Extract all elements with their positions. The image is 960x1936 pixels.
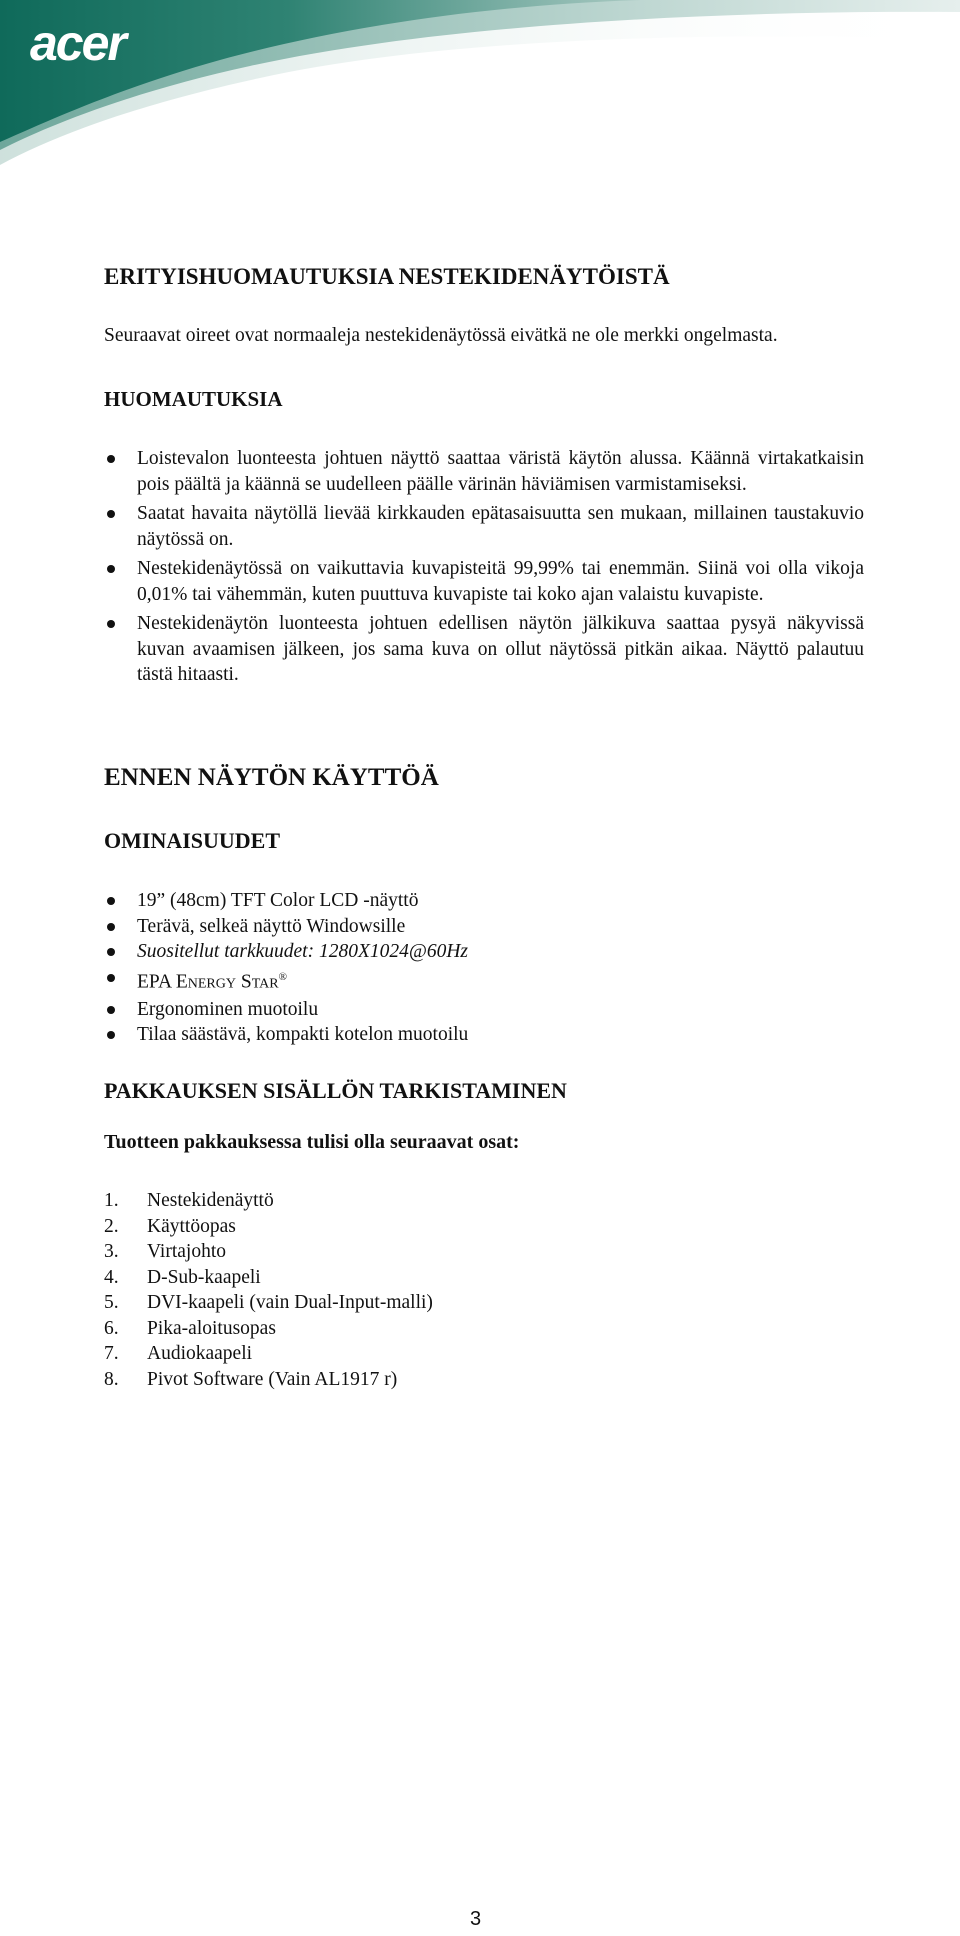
list-item: Loistevalon luonteesta johtuen näyttö saattaa väristä käytön alussa. Käännä virtakatkaisin pois päältä ja käännä se uudelleen päälle värinän häviämisen varmistamiseksi. <box>104 446 864 497</box>
before-use-title: ENNEN NÄYTÖN KÄYTTÖÄ <box>104 764 439 791</box>
list-item: 2. Käyttöopas <box>104 1215 236 1237</box>
bullet-icon <box>107 974 115 982</box>
list-item: 3. Virtajohto <box>104 1241 226 1262</box>
list-item: Ergonominen muotoilu <box>104 997 864 1023</box>
list-item: 7. Audiokaapeli <box>104 1343 253 1364</box>
header-banner <box>0 0 960 170</box>
list-item: 1. Nestekidenäyttö <box>104 1190 274 1211</box>
bullet-icon <box>107 510 115 518</box>
bullet-icon <box>107 897 115 905</box>
bullet-icon <box>107 923 115 931</box>
notes-subtitle: HUOMAUTUKSIA <box>104 387 283 411</box>
list-item: Suositellut tarkkuudet: 1280X1024@60Hz <box>104 939 864 965</box>
list-item: Tilaa säästävä, kompakti kotelon muotoilu <box>104 1022 864 1048</box>
list-item: 8. Pivot Software (Vain AL1917 r) <box>104 1368 398 1390</box>
bullet-icon <box>107 565 115 573</box>
list-item: Nestekidenäytön luonteesta johtuen edellisen näytön jälkikuva saattaa pysyä näkyvissä kuvan avaamisen jälkeen, jos sama kuva on ollut näytössä pitkän aikaa. Näyttö palautuu tästä hitaasti. <box>104 611 864 688</box>
notes-section-title: ERITYISHUOMAUTUKSIA NESTEKIDENÄYTÖISTÄ <box>104 264 670 289</box>
features-list <box>104 888 864 1048</box>
features-title: OMINAISUUDET <box>104 828 281 853</box>
list-item: Terävä, selkeä näyttö Windowsille <box>104 914 864 940</box>
list-item: 4. D-Sub-kaapeli <box>104 1266 261 1288</box>
bullet-icon <box>107 1031 115 1039</box>
package-list <box>104 1188 433 1392</box>
list-item: 19” (48cm) TFT Color LCD -näyttö <box>104 888 864 914</box>
acer-logo: acer <box>30 15 125 71</box>
list-item: Nestekidenäytössä on vaikuttavia kuvapisteitä 99,99% tai enemmän. Siinä voi olla vikoja 0,01% tai vähemmän, kuten puuttuva kuvapiste tai koko ajan valaistu kuvapiste. <box>104 556 864 607</box>
list-item: 5. DVI-kaapeli (vain Dual-Input-malli) <box>104 1292 433 1313</box>
list-item: 6. Pika-aloitusopas <box>104 1317 276 1339</box>
notes-list <box>104 446 864 692</box>
bullet-icon <box>107 620 115 628</box>
bullet-icon <box>107 1006 115 1014</box>
list-item: EPA ENERGY STAR® <box>104 965 864 997</box>
page-number: 3 <box>470 1908 482 1930</box>
package-subtitle: Tuotteen pakkauksessa tulisi olla seuraavat osat: <box>104 1131 520 1153</box>
package-title: PAKKAUKSEN SISÄLLÖN TARKISTAMINEN <box>104 1078 567 1103</box>
bullet-icon <box>107 948 115 956</box>
bullet-icon <box>107 455 115 463</box>
notes-intro: Seuraavat oireet ovat normaaleja nestekidenäytössä eivätkä ne ole merkki ongelmasta. <box>104 325 778 346</box>
list-item: Saatat havaita näytöllä lievää kirkkauden epätasaisuutta sen mukaan, millainen taustakuvio näytössä on. <box>104 501 864 552</box>
